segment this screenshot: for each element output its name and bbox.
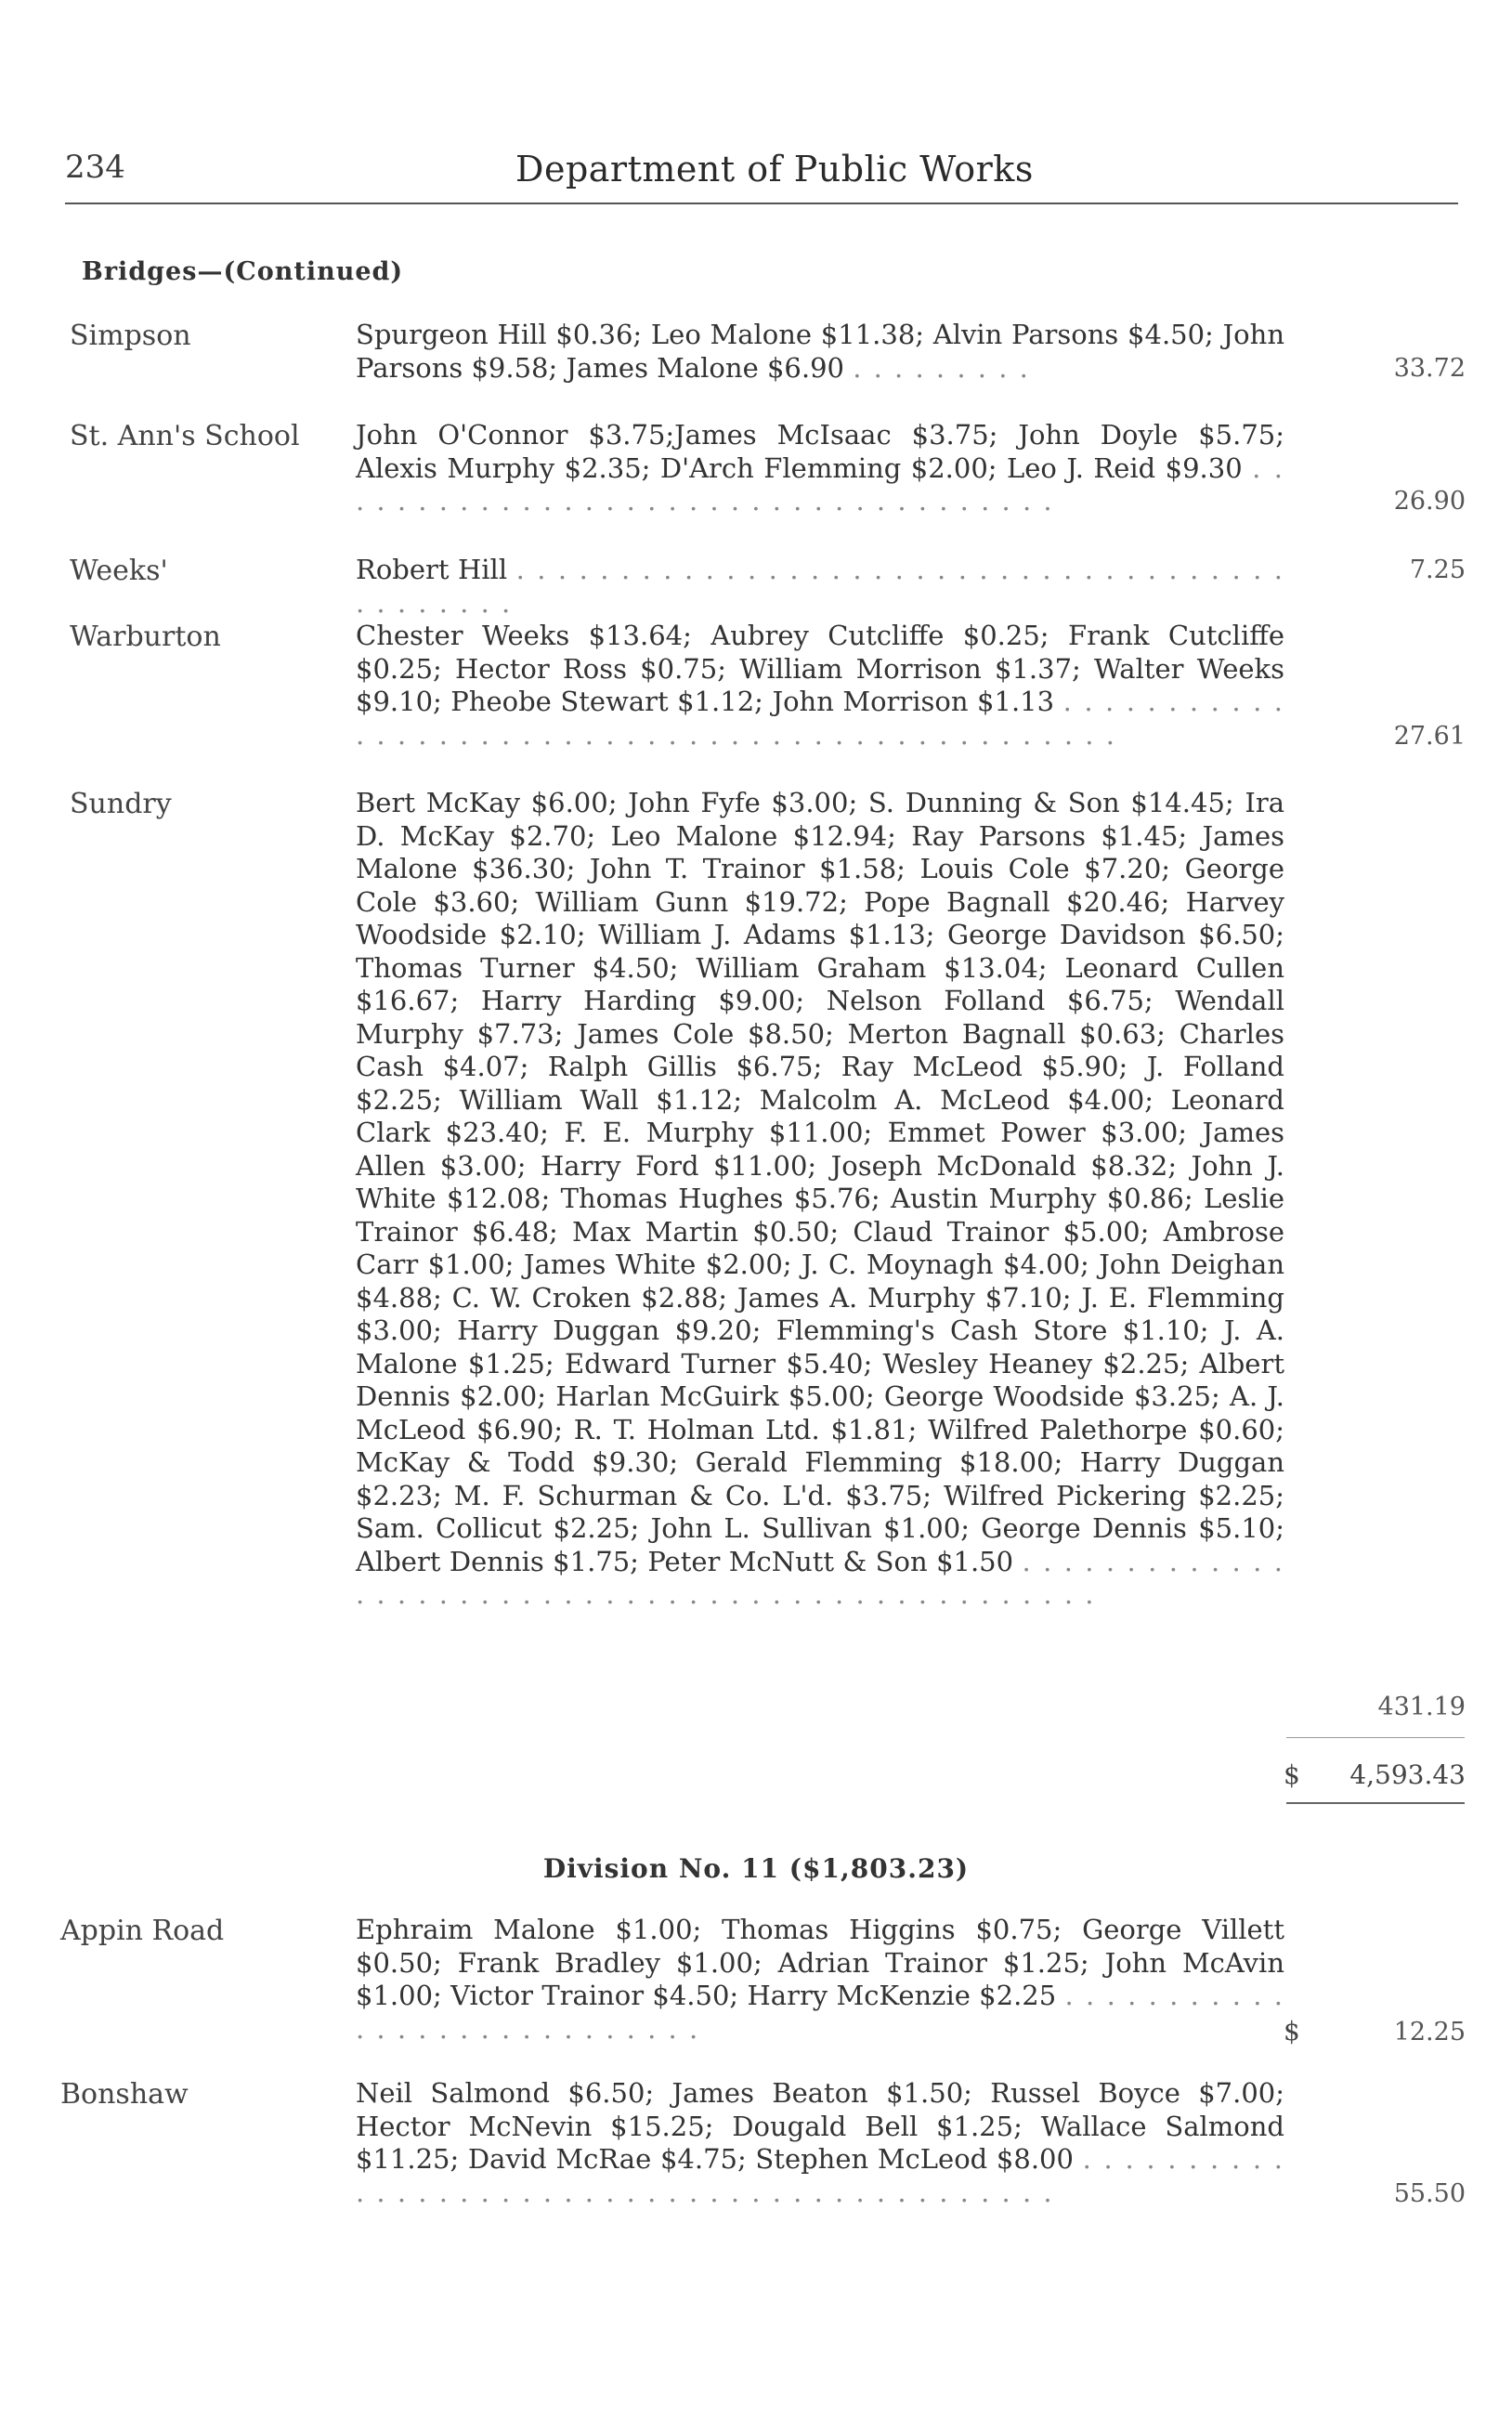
leader-dots: . . . . . . . . . . . . . . . . . . . . . . . . . . . . . . . . . . . . . . . . . . . . . . . . <box>356 686 1285 751</box>
total-currency: $ <box>1284 1759 1300 1790</box>
entry-text: John O'Connor $3.75;James McIsaac $3.75; John Doyle $5.75; Alexis Murphy $2.35; D'Arch Flemming $2.00; Leo J. Reid $9.30 . . . . . . . . . . . . . . . . . . . . . . . . . . . . . . . . . . . . <box>356 419 1285 516</box>
entry-location: St. Ann's School <box>70 420 300 452</box>
leader-dots: . . . . . . . . . . . . . . . . . . . . . . . . . . . . . . . . . . . . . . . . . . . . . . . . . <box>356 1545 1284 1610</box>
entry-amount: 27.61 <box>1393 722 1466 751</box>
entry-text: Robert Hill . . . . . . . . . . . . . . . . . . . . . . . . . . . . . . . . . . . . . . . . . . . . . <box>356 554 1285 619</box>
entry-text: Neil Salmond $6.50; James Beaton $1.50; Russel Boyce $7.00; Hector McNevin $15.25; Dougald Bell $1.25; Wallace Salmond $11.25; David McRae $4.75; Stephen McLeod $8.00 . . . . . . . . . . . . . . . . . . . . . . . . . . . . . . . . . . . . . . . . . . . . <box>356 2077 1284 2208</box>
page-title: Department of Public Works <box>515 149 1034 190</box>
page-number: 234 <box>65 149 125 186</box>
leader-dots: . . . . . . . . . . . . . . . . . . . . . . . . . . . . . . . . . . . . . . . . . . . . . <box>356 554 1285 619</box>
entry-location: Warburton <box>70 621 221 653</box>
leader-dots: . . . . . . . . . . . . . . . . . . . . . . . . . . . . . . . . . . . . . . . . . . . . <box>356 2143 1284 2208</box>
entry-amount: 7.25 <box>1409 556 1466 584</box>
entry-amount: 12.25 <box>1393 2018 1466 2046</box>
leader-dots: . . . . . . . . . . . . . . . . . . . . . . . . . . . . . . . . . . . . <box>356 451 1285 516</box>
section-heading: Bridges—(Continued) <box>82 257 404 286</box>
leader-dots: . . . . . . . . . <box>853 351 1030 384</box>
division-heading: Division No. 11 ($1,803.23) <box>542 1853 970 1884</box>
entry-location: Bonshaw <box>60 2078 189 2111</box>
entry-text: Bert McKay $6.00; John Fyfe $3.00; S. Dunning & Son $14.45; Ira D. McKay $2.70; Leo Malone $12.94; Ray Parsons $1.45; James Malone $36.30; John T. Trainor $1.58; Louis Cole $7.20; George Cole $3.60; William Gunn $19.72; Pope Bagnall $20.46; Harvey Woodside $2.10; William J. Adams $1.13; George Davidson $6.50; Thomas Turner $4.50; William Graham $13.04; Leonard Cullen $16.67; Harry Harding $9.00; Nelson Folland $6.75; Wendall Murphy $7.73; James Cole $8.50; Merton Bagnall $0.63; Charles Cash $4.07; Ralph Gillis $6.75; Ray McLeod $5.90; J. Folland $2.25; William Wall $1.12; Malcolm A. McLeod $4.00; Leonard Clark $23.40; F. E. Murphy $11.00; Emmet Power $3.00; James Allen $3.00; Harry Ford $11.00; Joseph McDonald $8.32; John J. White $12.08; Thomas Hughes $5.76; Austin Murphy $0.86; Leslie Trainor $6.48; Max Martin $0.50; Claud Trainor $5.00; Ambrose Carr $1.00; James White $2.00; J. C. Moynagh $4.00; John Deighan $4.88; C. W. Croken $2.88; James A. Murphy $7.10; J. E. Flemming $3.00; Harry Duggan $9.20; Flemming's Cash Store $1.10; J. A. Malone $1.25; Edward Turner $5.40; Wesley Heaney $2.25; Albert Dennis $2.00; Harlan McGuirk $5.00; George Woodside $3.25; A. J. McLeod $6.90; R. T. Holman Ltd. $1.81; Wilfred Palethorpe $0.60; McKay & Todd $9.30; Gerald Flemming $18.00; Harry Duggan $2.23; M. F. Schurman & Co. L'd. $3.75; Wilfred Pickering $2.25; Sam. Collicut $2.25; John L. Sullivan $1.00; George Dennis $5.10; Albert Dennis $1.75; Peter McNutt & Son $1.50 . . . . . . . . . . . . . . . . . . . . . . . . . . . . . . . . . . . . . . . . . . . . . . . . . <box>356 787 1284 1610</box>
entry-text: Chester Weeks $13.64; Aubrey Cutcliffe $0.25; Frank Cutcliffe $0.25; Hector Ross $0.75; William Morrison $1.37; Walter Weeks $9.10; Pheobe Stewart $1.12; John Morrison $1.13 . . . . . . . . . . . . . . . . . . . . . . . . . . . . . . . . . . . . . . . . . . . . . . . . <box>356 620 1285 751</box>
page-header <box>0 149 1512 204</box>
entry-currency: $ <box>1284 2016 1300 2046</box>
entry-location: Appin Road <box>60 1915 225 1947</box>
entry-text: Spurgeon Hill $0.36; Leo Malone $11.38; Alvin Parsons $4.50; John Parsons $9.58; James Malone $6.90 . . . . . . . . . <box>356 319 1284 384</box>
entry-location: Simpson <box>70 320 191 352</box>
entry-amount: 26.90 <box>1393 487 1466 516</box>
entry-location: Weeks' <box>70 555 168 587</box>
entry-amount: 55.50 <box>1393 2179 1466 2208</box>
entry-text: Ephraim Malone $1.00; Thomas Higgins $0.75; George Villett $0.50; Frank Bradley $1.00; Adrian Trainor $1.25; John McAvin $1.00; Victor Trainor $4.50; Harry McKenzie $2.25 . . . . . . . . . . . . . . . . . . . . . . . . . . . . <box>356 1914 1284 2045</box>
subtotal-rule <box>1286 1737 1465 1738</box>
leader-dots: . . . . . . . . . . . . . . . . . . . . . . . . . . . . <box>356 1980 1284 2045</box>
entry-location: Sundry <box>70 788 172 820</box>
total-rule <box>1286 1802 1465 1804</box>
header-rule <box>65 203 1458 204</box>
entry-amount: 33.72 <box>1393 354 1466 383</box>
section-total-amount: 4,593.43 <box>1349 1759 1466 1790</box>
entry-amount: 431.19 <box>1377 1693 1466 1721</box>
